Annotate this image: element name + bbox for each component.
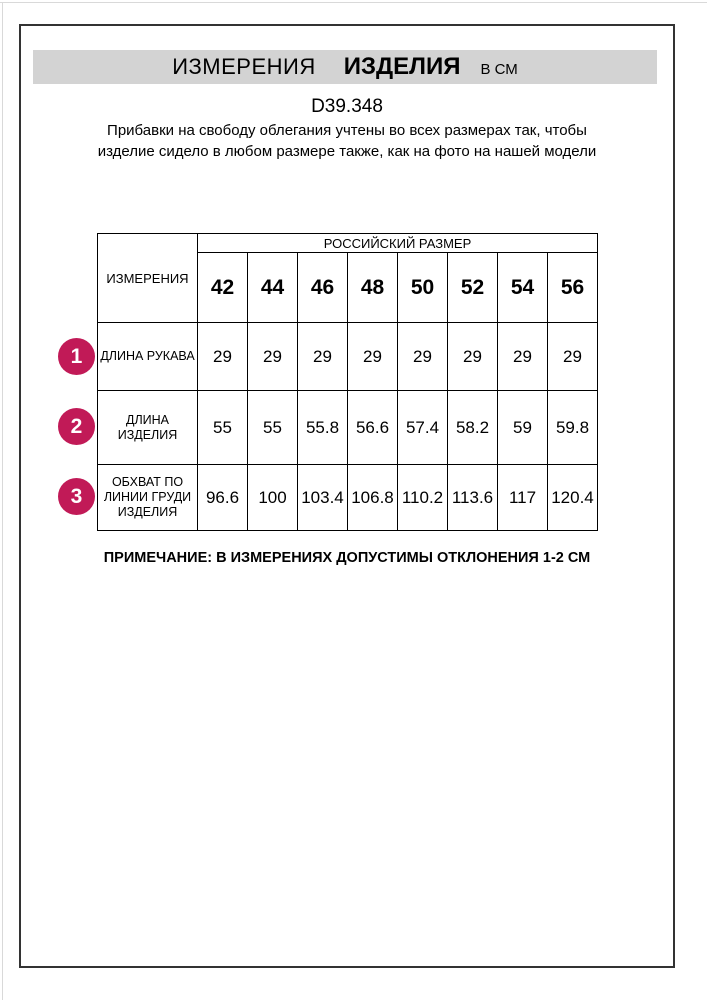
size-header-56: 56 <box>548 253 598 323</box>
table-row-garment-length <box>98 391 598 465</box>
value-cell: 29 <box>298 323 348 391</box>
value-cell: 106.8 <box>348 465 398 531</box>
row-marker-2: 2 <box>58 408 95 445</box>
page-title-product: ИЗДЕЛИЯ <box>343 53 461 80</box>
row-label-line: ИЗДЕЛИЯ <box>117 505 178 519</box>
row-label-line: ОБХВАТ ПО <box>111 475 184 489</box>
value-cell: 56.6 <box>348 391 398 465</box>
table-row-sleeve-length <box>98 323 598 391</box>
row-label-chest-girth <box>98 465 198 531</box>
page-title-measurements: ИЗМЕРЕНИЯ <box>172 54 316 79</box>
size-group-header-cell: РОССИЙСКИЙ РАЗМЕР <box>198 234 598 253</box>
page-title-units: В СМ <box>480 60 518 78</box>
measurements-header-cell: ИЗМЕРЕНИЯ <box>98 234 198 323</box>
value-cell: 100 <box>248 465 298 531</box>
title-band <box>33 50 657 84</box>
value-cell: 113.6 <box>448 465 498 531</box>
value-cell: 29 <box>198 323 248 391</box>
value-cell: 110.2 <box>398 465 448 531</box>
value-cell: 29 <box>248 323 298 391</box>
size-table <box>97 233 598 531</box>
value-cell: 29 <box>498 323 548 391</box>
value-cell: 29 <box>348 323 398 391</box>
row-marker-3: 3 <box>58 478 95 515</box>
value-cell: 29 <box>448 323 498 391</box>
value-cell: 55 <box>248 391 298 465</box>
size-header-46: 46 <box>298 253 348 323</box>
value-cell: 29 <box>398 323 448 391</box>
size-header-52: 52 <box>448 253 498 323</box>
row-label-line: ДЛИНА <box>125 412 170 427</box>
tolerance-note: ПРИМЕЧАНИЕ: В ИЗМЕРЕНИЯХ ДОПУСТИМЫ ОТКЛОНЕНИЯ 1-2 СМ <box>103 550 591 566</box>
screen-edge-line-left <box>2 2 3 1000</box>
value-cell: 55 <box>198 391 248 465</box>
value-cell: 57.4 <box>398 391 448 465</box>
screen-edge-line-top <box>0 2 707 3</box>
fit-description: Прибавки на свободу облегания учтены во всех размерах так, чтобы изделие сидело в любом размере также, как на фото на нашей модели <box>97 122 597 160</box>
value-cell: 103.4 <box>298 465 348 531</box>
product-code: D39.348 <box>311 96 383 117</box>
row-label-garment-length <box>98 391 198 465</box>
size-header-42: 42 <box>198 253 248 323</box>
size-header-48: 48 <box>348 253 398 323</box>
size-header-54: 54 <box>498 253 548 323</box>
table-row-chest-girth <box>98 465 598 531</box>
row-label-line: ЛИНИИ ГРУДИ <box>103 490 192 504</box>
value-cell: 117 <box>498 465 548 531</box>
value-cell: 120.4 <box>548 465 598 531</box>
row-label-line: ИЗДЕЛИЯ <box>117 427 178 442</box>
row-label-sleeve-length <box>98 323 198 391</box>
row-label-line: ДЛИНА РУКАВА <box>100 349 195 363</box>
size-header-44: 44 <box>248 253 298 323</box>
value-cell: 59.8 <box>548 391 598 465</box>
value-cell: 29 <box>548 323 598 391</box>
value-cell: 59 <box>498 391 548 465</box>
value-cell: 96.6 <box>198 465 248 531</box>
document-page <box>19 24 675 968</box>
value-cell: 58.2 <box>448 391 498 465</box>
row-marker-1: 1 <box>58 338 95 375</box>
size-header-50: 50 <box>398 253 448 323</box>
value-cell: 55.8 <box>298 391 348 465</box>
